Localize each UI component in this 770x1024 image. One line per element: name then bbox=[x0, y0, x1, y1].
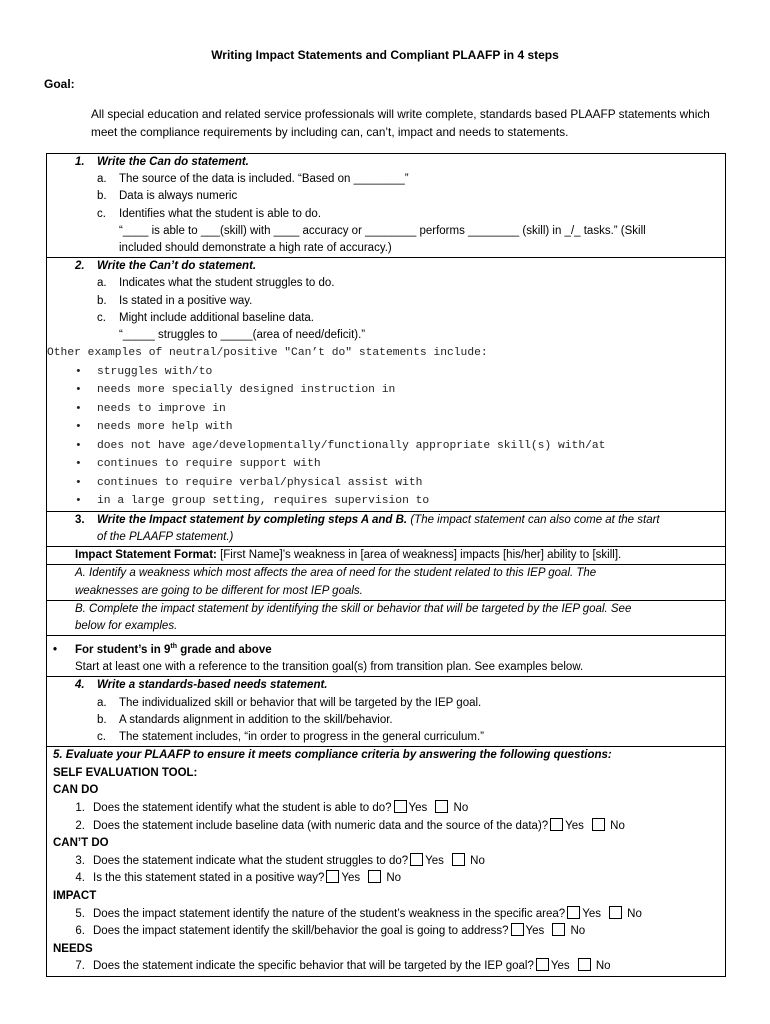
yes-label: Yes bbox=[550, 960, 570, 973]
can-do-example-line-2: included should demonstrate a high rate of accuracy.) bbox=[119, 242, 392, 255]
step-5-heading: 5. Evaluate your PLAAFP to ensure it meets compliance criteria by answering the following questions: bbox=[53, 749, 612, 762]
step-3-heading bbox=[53, 512, 719, 529]
impact-format-section bbox=[47, 546, 725, 564]
item-letter: c. bbox=[97, 311, 106, 324]
no-label: No bbox=[386, 872, 402, 885]
bullet-text: does not have age/developmentally/functionally appropriate skill(s) with/at bbox=[97, 439, 606, 452]
no-checkbox[interactable] bbox=[592, 818, 605, 831]
group-label-can-do: CAN DO bbox=[53, 784, 99, 797]
yes-checkbox[interactable] bbox=[410, 853, 423, 866]
step-2-section bbox=[47, 257, 725, 511]
question-number: 6. bbox=[75, 925, 85, 938]
step-title: Write the Impact statement by completing steps A and B. bbox=[97, 513, 408, 526]
document-title: Writing Impact Statements and Compliant PLAAFP in 4 steps bbox=[211, 48, 559, 62]
question-row bbox=[53, 923, 719, 941]
no-checkbox[interactable] bbox=[578, 958, 591, 971]
yes-checkbox[interactable] bbox=[536, 958, 549, 971]
no-label: No bbox=[627, 907, 642, 920]
grade-9-section bbox=[47, 635, 725, 676]
step-1-heading bbox=[53, 154, 719, 171]
step-number: 2. bbox=[75, 260, 85, 273]
bullet-text: needs more specially designed instruction in bbox=[97, 384, 396, 397]
yes-checkbox[interactable] bbox=[550, 818, 563, 831]
heading-text-end: grade and above bbox=[177, 643, 272, 656]
question-number: 3. bbox=[75, 854, 85, 867]
question-row bbox=[53, 818, 719, 836]
step-4-heading bbox=[53, 677, 719, 694]
step-title: Write the Can do statement. bbox=[97, 156, 249, 168]
list-item bbox=[53, 188, 719, 205]
item-text: Identifies what the student is able to do. bbox=[119, 207, 322, 220]
item-text: The statement includes, “in order to progress in the general curriculum.” bbox=[119, 731, 484, 743]
question-text: Does the impact statement identify the skill/behavior the goal is going to address? bbox=[93, 925, 509, 938]
item-letter: b. bbox=[97, 713, 107, 726]
group-label-needs: NEEDS bbox=[53, 942, 93, 955]
no-checkbox[interactable] bbox=[368, 870, 381, 883]
goal-label: Goal: bbox=[44, 77, 75, 91]
bullet-text: in a large group setting, requires supervision to bbox=[97, 495, 430, 508]
no-checkbox[interactable] bbox=[452, 853, 465, 866]
list-item bbox=[53, 206, 719, 223]
list-item bbox=[53, 293, 719, 310]
ordinal-suffix: th bbox=[170, 643, 178, 651]
item-letter: c. bbox=[97, 731, 106, 743]
yes-label: Yes bbox=[582, 907, 601, 920]
item-text: The source of the data is included. “Based on ________” bbox=[119, 173, 409, 186]
bullet-text: continues to require support with bbox=[97, 458, 321, 471]
step-number: 4. bbox=[75, 679, 85, 692]
list-item bbox=[53, 275, 719, 292]
item-text: Is stated in a positive way. bbox=[119, 294, 253, 307]
yes-label: Yes bbox=[425, 854, 444, 867]
step-3-section bbox=[47, 511, 725, 546]
step-title: Write a standards-based needs statement. bbox=[97, 679, 328, 692]
no-label: No bbox=[595, 960, 611, 973]
item-letter: a. bbox=[97, 173, 107, 186]
question-text: Does the statement identify what the student is able to do? bbox=[93, 801, 392, 814]
step-4-section bbox=[47, 676, 725, 746]
grade-9-heading bbox=[53, 638, 719, 659]
bullet-icon: • bbox=[53, 643, 58, 656]
cant-do-example: “_____ struggles to _____(area of need/deficit).” bbox=[119, 329, 366, 342]
question-text: Does the statement indicate the specific behavior that will be targeted by the IEP goal? bbox=[93, 960, 534, 973]
list-item bbox=[53, 695, 719, 712]
list-item: • does not have age/developmentally/functionally appropriate skill(s) with/at bbox=[75, 439, 606, 452]
step-note-continued: of the PLAAFP statement.) bbox=[97, 530, 234, 543]
format-text: [First Name]’s weakness in [area of weakness] impacts [his/her] ability to [skill]. bbox=[220, 549, 622, 562]
step-b-line-1: B. Complete the impact statement by identifying the skill or behavior that will be targeted by the IEP goal. See bbox=[75, 602, 632, 615]
no-checkbox[interactable] bbox=[609, 906, 622, 919]
self-evaluation-title: SELF EVALUATION TOOL: bbox=[53, 766, 198, 779]
question-row bbox=[53, 800, 719, 818]
item-letter: a. bbox=[97, 277, 107, 290]
question-row bbox=[53, 958, 719, 976]
question-row bbox=[53, 906, 719, 924]
question-number: 7. bbox=[75, 960, 85, 973]
step-2-heading bbox=[53, 258, 719, 275]
question-text: Does the statement indicate what the student struggles to do? bbox=[93, 854, 409, 867]
question-text: Does the statement include baseline data (with numeric data and the source of the data)? bbox=[93, 819, 549, 832]
step-a-line-1: A. Identify a weakness which most affects the area of need for the student related to this IEP goal. The bbox=[75, 567, 597, 580]
step-note: (The impact statement can also come at the start bbox=[410, 513, 660, 526]
list-item: • needs more help with bbox=[75, 421, 233, 434]
question-text: Is the this statement stated in a positive way? bbox=[93, 872, 325, 885]
no-label: No bbox=[610, 819, 625, 832]
steps-table bbox=[46, 153, 726, 977]
yes-label: Yes bbox=[408, 801, 428, 814]
other-examples-intro: Other examples of neutral/positive "Can’t do" statements include: bbox=[47, 347, 488, 360]
question-number: 5. bbox=[75, 907, 85, 920]
group-label-cant-do: CAN’T DO bbox=[53, 837, 109, 850]
list-item: • needs more specially designed instruction in bbox=[75, 384, 396, 397]
question-row bbox=[53, 853, 719, 871]
no-label: No bbox=[570, 925, 586, 938]
step-title: Write the Can’t do statement. bbox=[97, 260, 257, 273]
list-item bbox=[53, 729, 719, 746]
impact-step-a bbox=[47, 564, 725, 599]
yes-checkbox[interactable] bbox=[567, 906, 580, 919]
no-label: No bbox=[470, 854, 485, 867]
step-5-section bbox=[47, 746, 725, 976]
list-item: • struggles with/to bbox=[75, 365, 213, 378]
step-b-line-2: below for examples. bbox=[75, 619, 178, 632]
item-letter: c. bbox=[97, 207, 106, 220]
format-label: Impact Statement Format: bbox=[75, 549, 217, 562]
step-a-line-2: weaknesses are going to be different for most IEP goals. bbox=[75, 584, 363, 597]
group-label-impact: IMPACT bbox=[53, 889, 97, 902]
yes-label: Yes bbox=[341, 872, 361, 885]
item-text: The individualized skill or behavior that will be targeted by the IEP goal. bbox=[119, 696, 482, 709]
list-item: • in a large group setting, requires supervision to bbox=[75, 495, 430, 508]
item-letter: b. bbox=[97, 190, 107, 203]
list-item: • needs to improve in bbox=[75, 402, 226, 415]
impact-step-b bbox=[47, 600, 725, 635]
bullet-text: struggles with/to bbox=[97, 365, 213, 378]
list-item bbox=[53, 310, 719, 327]
can-do-example-line-1: “____ is able to ___(skill) with ____ accuracy or ________ performs ________ (skill) in _/_ tasks.” (Skill bbox=[119, 224, 646, 237]
step-1-section bbox=[47, 154, 725, 257]
item-text: Indicates what the student struggles to do. bbox=[119, 277, 335, 290]
no-label: No bbox=[453, 801, 469, 814]
question-row bbox=[53, 870, 719, 888]
bullet-text: continues to require verbal/physical assist with bbox=[97, 476, 423, 489]
list-item bbox=[53, 171, 719, 188]
bullet-text: needs to improve in bbox=[97, 402, 226, 415]
grade-9-text: Start at least one with a reference to the transition goal(s) from transition plan. See examples below. bbox=[75, 661, 584, 674]
no-checkbox[interactable] bbox=[552, 923, 565, 936]
question-text: Does the impact statement identify the nature of the student’s weakness in the specific area? bbox=[93, 907, 566, 920]
list-item: • continues to require verbal/physical assist with bbox=[75, 476, 423, 489]
goal-text: All special education and related service professionals will write complete, standards based PLAAFP statements which meet the compliance requirements by including can, can’t, impact and needs to statements. bbox=[91, 107, 710, 139]
impact-format bbox=[53, 547, 719, 564]
yes-checkbox[interactable] bbox=[326, 870, 339, 883]
question-number: 1. bbox=[75, 801, 85, 814]
item-text: A standards alignment in addition to the skill/behavior. bbox=[119, 713, 393, 726]
item-text: Data is always numeric bbox=[119, 190, 238, 203]
item-letter: a. bbox=[97, 696, 107, 709]
yes-checkbox[interactable] bbox=[394, 800, 407, 813]
yes-label: Yes bbox=[525, 925, 545, 938]
list-item: • continues to require support with bbox=[75, 458, 321, 471]
heading-text: For student’s in 9 bbox=[75, 643, 171, 656]
item-letter: b. bbox=[97, 294, 107, 307]
step-number: 3. bbox=[75, 513, 85, 526]
yes-label: Yes bbox=[565, 819, 584, 832]
step-number: 1. bbox=[75, 156, 85, 168]
item-text: Might include additional baseline data. bbox=[119, 311, 314, 324]
yes-checkbox[interactable] bbox=[511, 923, 524, 936]
no-checkbox[interactable] bbox=[435, 800, 448, 813]
question-number: 2. bbox=[75, 819, 85, 832]
list-item bbox=[53, 712, 719, 729]
question-number: 4. bbox=[75, 872, 85, 885]
bullet-text: needs more help with bbox=[97, 421, 233, 434]
